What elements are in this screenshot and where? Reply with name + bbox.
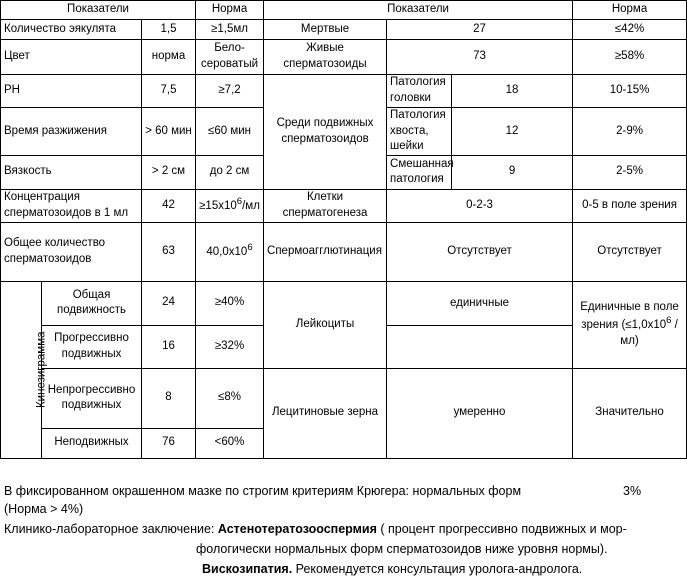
kinesigram-label: Кинезиграмма — [1, 281, 42, 458]
header-indicators-left: Показатели — [1, 1, 196, 20]
concentration-norm: $\ge 15х10^6/мл$ — [196, 189, 264, 222]
concentration-label: Концентрация сперматозоидов в 1 мл — [1, 189, 142, 222]
nonprogressive-value: 8 — [142, 368, 196, 428]
nonprogressive-norm: ≤8% — [196, 368, 264, 428]
head-pathology-value: 18 — [452, 75, 573, 108]
dead-value: 27 — [387, 20, 573, 40]
alive-value: 73 — [387, 40, 573, 75]
leukocytes-norm: Единичные в поле зрения $(\le 1,0х10^6 / мл)$ — [573, 281, 687, 368]
ph-label: PH — [1, 75, 142, 108]
total-motility-value: 24 — [142, 281, 196, 325]
total-count-label: Общее количество сперматозоидов — [1, 222, 142, 281]
total-count-norm: $40,0х10^6$ — [196, 222, 264, 281]
immotile-norm: <60% — [196, 428, 264, 458]
total-motility-norm: ≥40% — [196, 281, 264, 325]
spermatogenesis-norm: 0-5 в поле зрения — [573, 189, 687, 222]
nonprogressive-label: Непрогрессивно подвижных — [42, 368, 142, 428]
volume-value: 1,5 — [142, 20, 196, 40]
liquefaction-label: Время разжижения — [1, 108, 142, 156]
lecithin-value: умеренно — [387, 368, 573, 458]
alive-label: Живые сперматозоиды — [264, 40, 387, 75]
agglutination-norm: Отсутствует — [573, 222, 687, 281]
volume-label: Количество эякулята — [1, 20, 142, 40]
tail-pathology-label: Патология хвоста, шейки — [387, 108, 452, 156]
mixed-pathology-label: Смешанная патология — [387, 155, 452, 189]
leukocytes-label: Лейкоциты — [264, 281, 387, 368]
among-motile-label: Среди подвижных сперматозоидов — [264, 75, 387, 190]
leukocytes-empty-cell — [387, 325, 573, 368]
viscosity-label: Вязкость — [1, 155, 142, 189]
tail-pathology-value: 12 — [452, 108, 573, 156]
spermatogenesis-value: 0-2-3 — [387, 189, 573, 222]
header-indicators-right: Показатели — [264, 1, 573, 20]
liquefaction-norm: ≤60 мин — [196, 108, 264, 156]
liquefaction-value: > 60 мин — [142, 108, 196, 156]
ph-norm: ≥7,2 — [196, 75, 264, 108]
kruger-norm: (Норма > 4%) — [4, 502, 84, 516]
progressive-norm: ≥32% — [196, 325, 264, 368]
color-norm: Бело-сероватый — [196, 40, 264, 75]
spermatogenesis-label: Клетки сперматогенеза — [264, 189, 387, 222]
header-norm-left: Норма — [196, 1, 264, 20]
head-pathology-label: Патология головки — [387, 75, 452, 108]
ph-value: 7,5 — [142, 75, 196, 108]
immotile-label: Неподвижных — [42, 428, 142, 458]
viscosity-value: > 2 см — [142, 155, 196, 189]
header-norm-right: Норма — [573, 1, 687, 20]
conclusion-line-2: фологически нормальных форм сперматозоидов ниже уровня нормы). — [196, 542, 608, 556]
color-label: Цвет — [1, 40, 142, 75]
concentration-value: 42 — [142, 189, 196, 222]
dead-norm: ≤42% — [573, 20, 687, 40]
conclusion-line-1: Клинико-лабораторное заключение: Астенотератозооспермия ( процент прогрессивно подвижных и мор- — [4, 522, 627, 536]
immotile-value: 76 — [142, 428, 196, 458]
agglutination-label: Спермоагглютинация — [264, 222, 387, 281]
dead-label: Мертвые — [264, 20, 387, 40]
lecithin-label: Лецитиновые зерна — [264, 368, 387, 458]
diagnosis-asthenoteratozoospermia: Астенотератозооспермия — [217, 522, 377, 536]
head-pathology-norm: 10-15% — [573, 75, 687, 108]
progressive-value: 16 — [142, 325, 196, 368]
color-value: норма — [142, 40, 196, 75]
progressive-label: Прогрессивно подвижных — [42, 325, 142, 368]
total-count-value: 63 — [142, 222, 196, 281]
alive-norm: ≥58% — [573, 40, 687, 75]
mixed-pathology-value: 9 — [452, 155, 573, 189]
tail-pathology-norm: 2-9% — [573, 108, 687, 156]
kruger-text: В фиксированном окрашенном мазке по строгим критериям Крюгера: нормальных форм — [4, 484, 522, 498]
kruger-value: 3% — [623, 484, 642, 498]
leukocytes-value: единичные — [387, 281, 573, 325]
conclusion-line-3: Вискозипатия. Рекомендуется консультация уролога-андролога. — [202, 562, 583, 576]
lecithin-norm: Значительно — [573, 368, 687, 458]
mixed-pathology-norm: 2-5% — [573, 155, 687, 189]
diagnosis-viscosipathy: Вискозипатия. — [202, 562, 293, 576]
total-motility-label: Общая подвижность — [42, 281, 142, 325]
viscosity-norm: до 2 см — [196, 155, 264, 189]
volume-norm: ≥1,5мл — [196, 20, 264, 40]
agglutination-value: Отсутствует — [387, 222, 573, 281]
